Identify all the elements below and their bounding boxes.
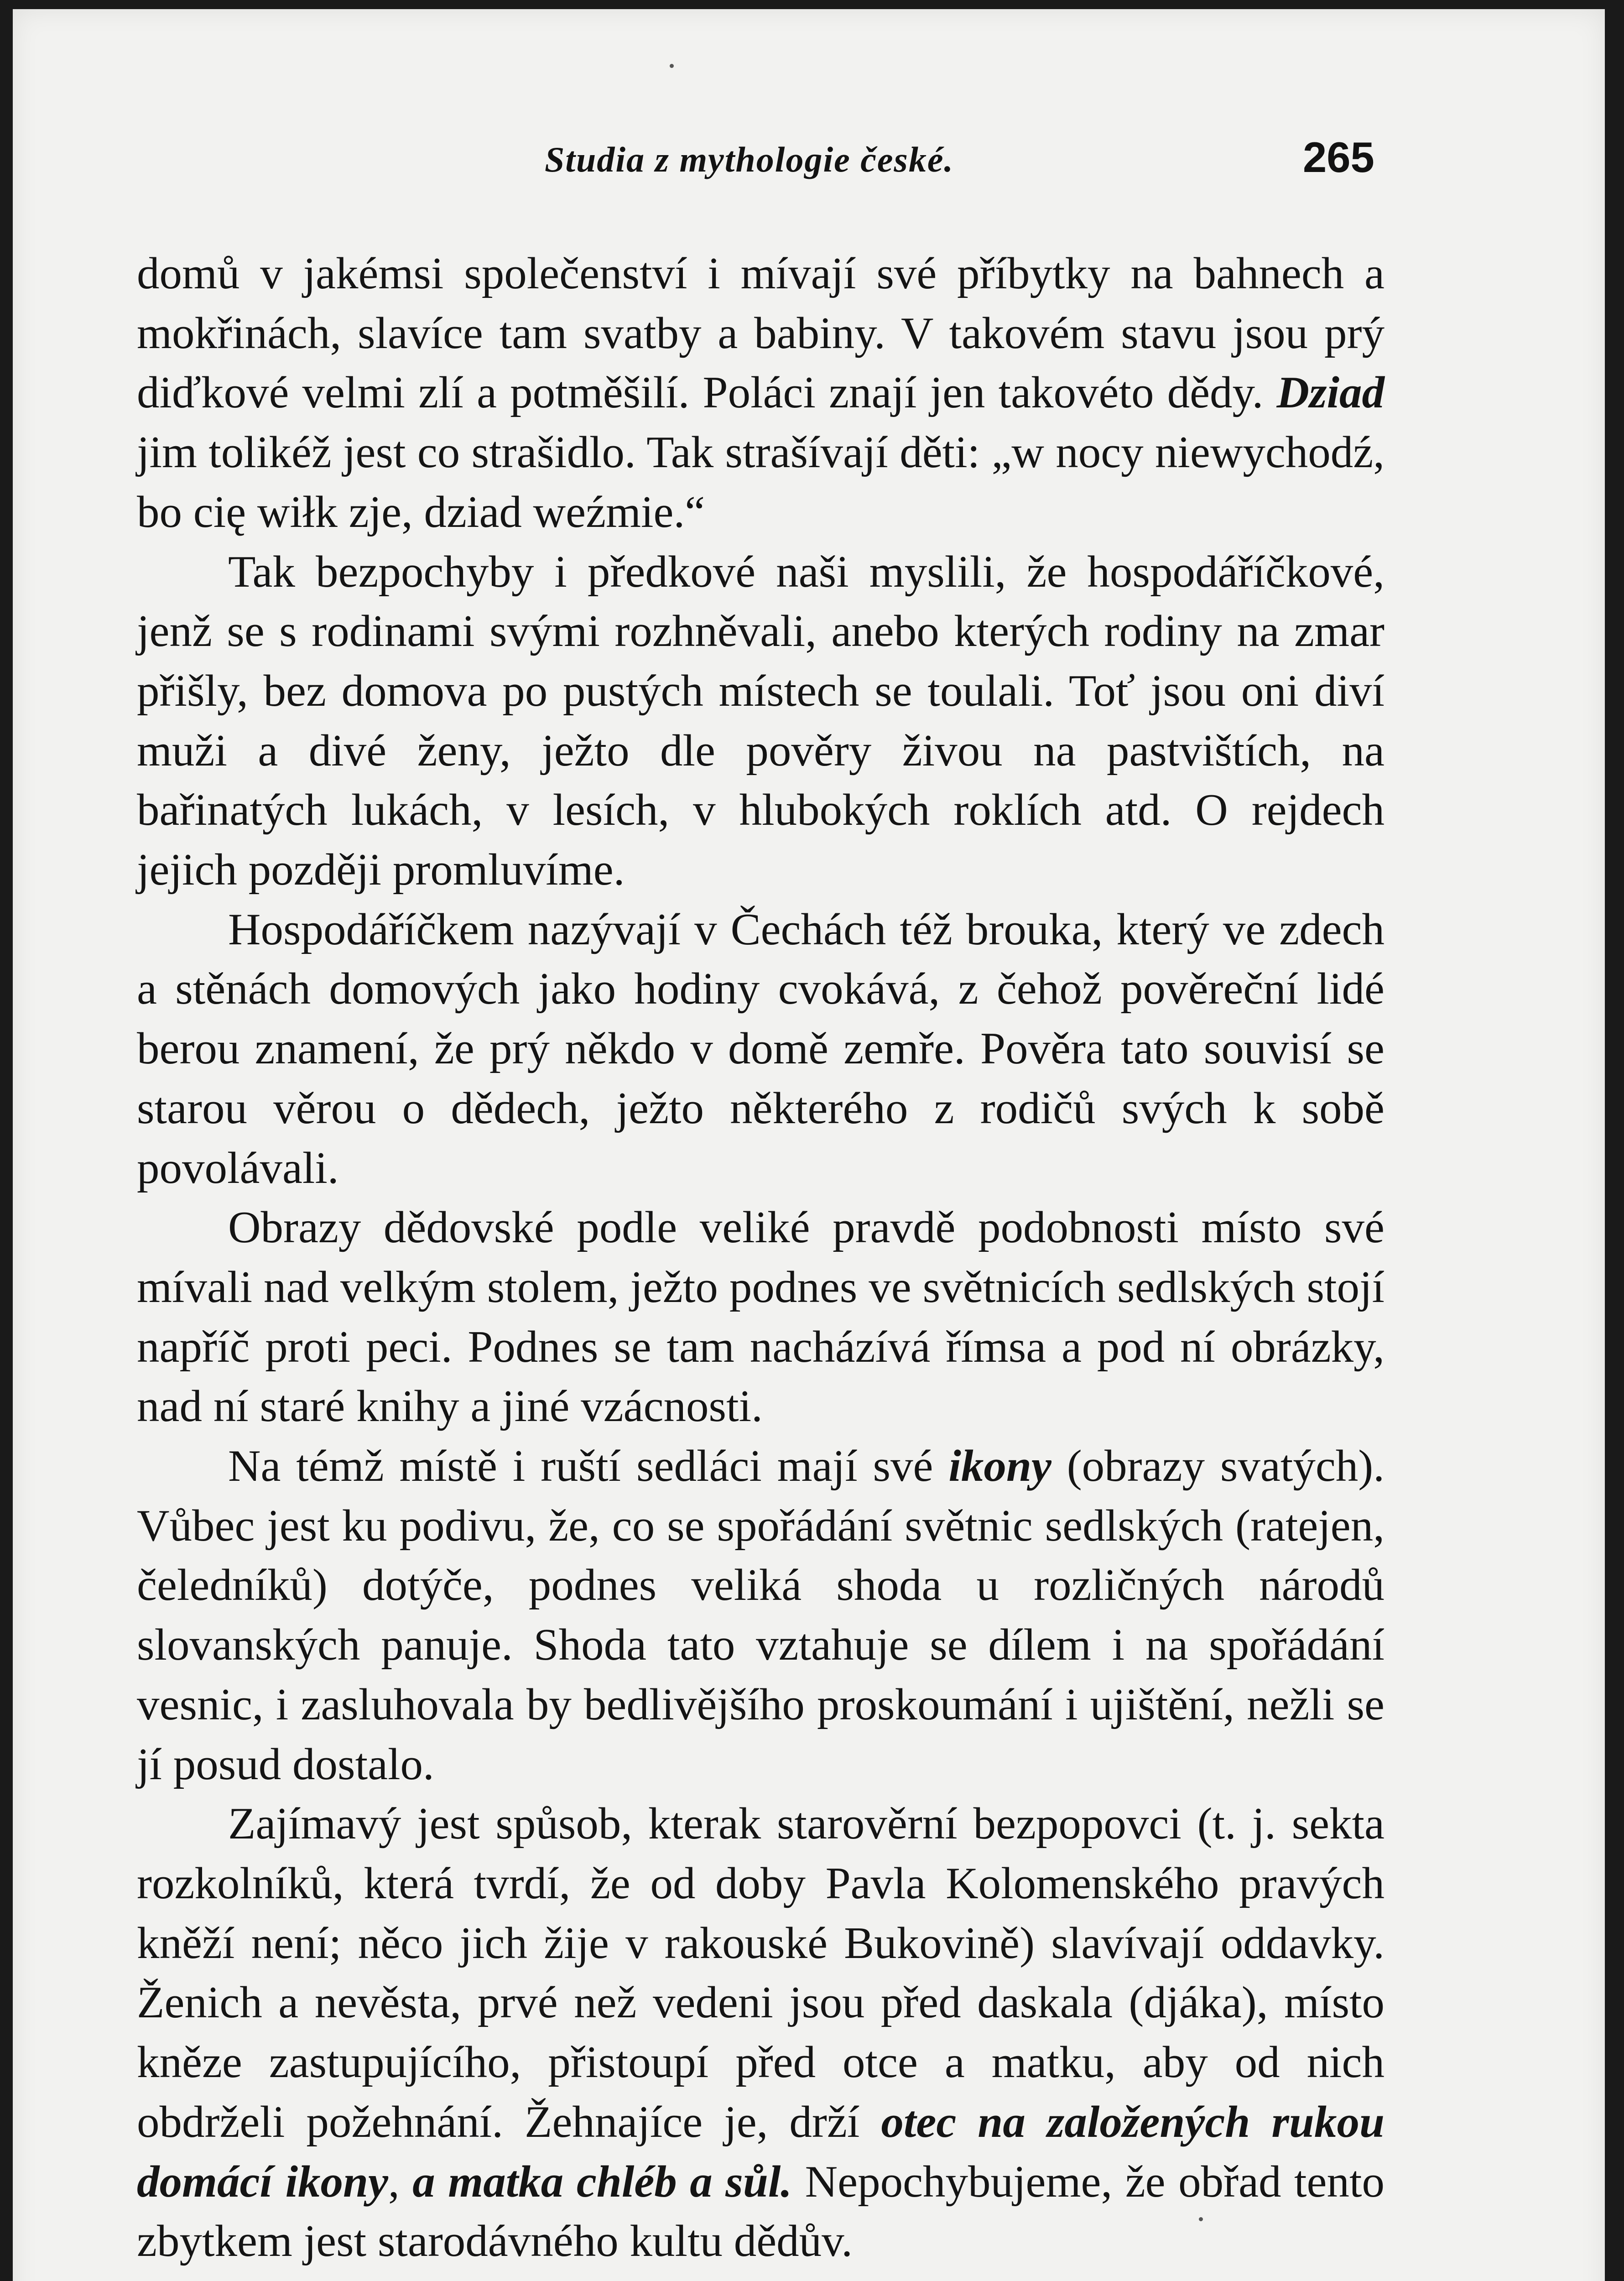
paragraph-1 bbox=[137, 244, 1385, 542]
paragraph-6-text-a: Zajímavý jest spůsob, kterak starověrní bezpopovci (t. j. sekta rozkolníků, která tvrdí, že od doby Pavla Kolomenského pravých kněží není; něco jich žije v rakouské Bukovině) slavívají oddavky. Ženich a nevěsta, prvé než vedeni jsou před daskala (djáka), místo kněze zastupujícího, přistoupí před otce a matku, aby od nich obdrželi požehnání. Žehnajíce je, drží bbox=[137, 1799, 1385, 2147]
running-title: Studia z mythologie české. bbox=[545, 140, 954, 179]
emphasis-otec: otec na založených rukou domácí ikony bbox=[137, 2097, 1385, 2207]
paragraph-6-text-b: Nepochybujeme, že obřad tento zbytkem jest starodávného kultu dědův. bbox=[137, 2156, 1385, 2266]
paper-speck bbox=[670, 64, 674, 68]
emphasis-dziad: Dziad bbox=[1276, 368, 1385, 418]
paragraph-6-comma: , bbox=[388, 2156, 413, 2207]
paragraph-1-text-b: jim tolikéž jest co strašidlo. Tak strašívají děti: „w nocy niewychodź, bo cię wiłk zje, dziad weźmie.“ bbox=[137, 427, 1385, 537]
paragraph-3: Hospodáříčkem nazývají v Čechách též brouka, který ve zdech a stěnách domových jako hodiny cvokává, z čehož pověreční lidé berou znamení, že prý někdo v domě zemře. Pověra tato souvisí se starou věrou o dědech, ježto některého z rodičů svých k sobě povolávali. bbox=[137, 904, 1385, 1193]
paragraph-5-text-b: (obrazy svatých). Vůbec jest ku podivu, že, co se spořádání světnic sedlských (ratejen, čeledníků) dotýče, podnes veliká shoda u rozličných národů slovanských panuje. Shoda tato vztahuje se dílem i na spořádání vesnic, i zasluhovala by bedlivějšího proskoumání i ujištění, nežli se jí posud dostalo. bbox=[137, 1441, 1385, 1789]
book-page bbox=[13, 9, 1605, 2281]
page-number: 265 bbox=[1303, 133, 1374, 181]
page-header bbox=[13, 133, 1605, 194]
emphasis-ikony: ikony bbox=[948, 1441, 1051, 1491]
paper-speck bbox=[1199, 2217, 1203, 2221]
body-text bbox=[137, 244, 1385, 2271]
paragraph-6 bbox=[137, 1794, 1385, 2271]
paragraph-4: Obrazy dědovské podle veliké pravdě podobnosti místo své mívali nad velkým stolem, ježto podnes ve světnicích sedlských stojí napříč proti peci. Podnes se tam nacházívá římsa a pod ní obrázky, nad ní staré knihy a jiné vzácnosti. bbox=[137, 1203, 1385, 1432]
paragraph-5-text-a: Na témž místě i ruští sedláci mají své bbox=[228, 1441, 949, 1491]
paragraph-1-text-a: domů v jakémsi společenství i mívají své příbytky na bahnech a mokřinách, slavíce tam svatby a babiny. V takovém stavu jsou prý diďkové velmi zlí a potměšilí. Poláci znají jen takovéto dědy. bbox=[137, 249, 1385, 418]
paragraph-5 bbox=[137, 1437, 1385, 1794]
emphasis-matka: a matka chléb a sůl. bbox=[412, 2156, 792, 2207]
paragraph-2: Tak bezpochyby i předkové naši myslili, že hospodáříčkové, jenž se s rodinami svými rozhněvali, anebo kterých rodiny na zmar přišly, bez domova po pustých místech se toulali. Toť jsou oni diví muži a divé ženy, ježto dle pověry živou na pastvištích, na bařinatých lukách, v lesích, v hlubokých roklích atd. O rejdech jejich později promluvíme. bbox=[137, 547, 1385, 895]
